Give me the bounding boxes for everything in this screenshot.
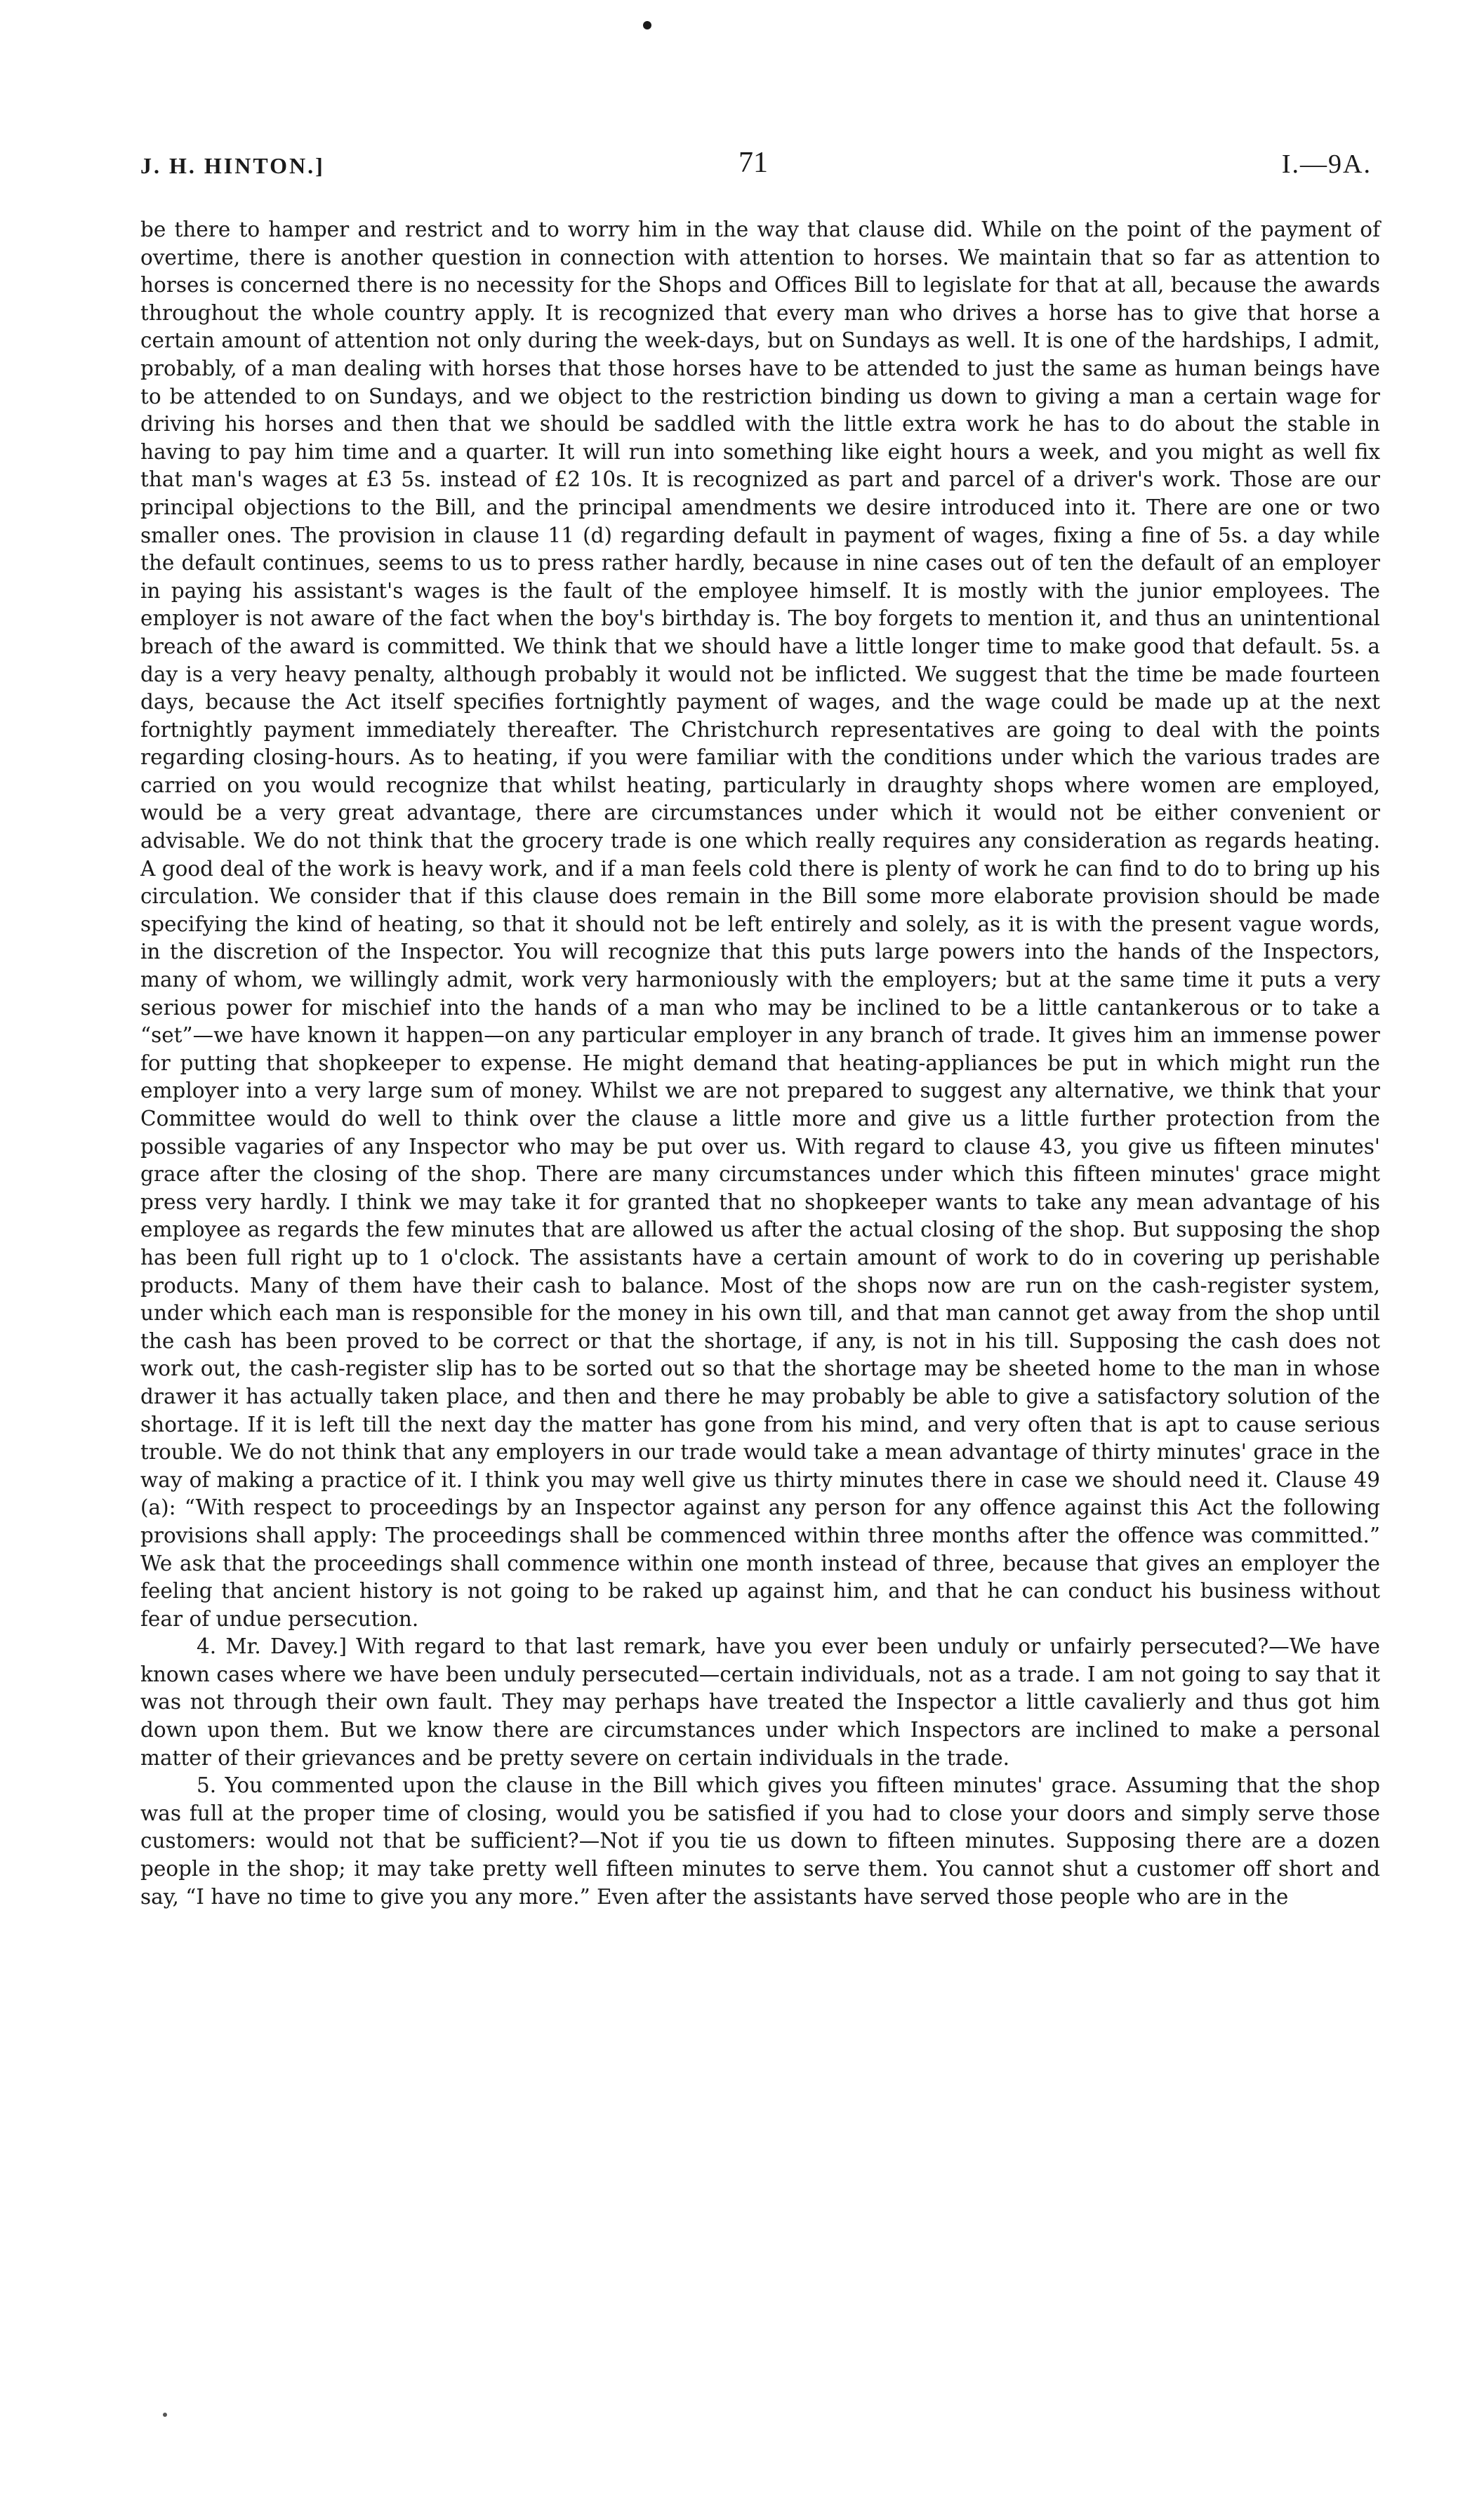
paragraph-question-4: 4. Mr. Davey.] With regard to that last remark, have you ever been unduly or unfairly persecuted?—We have known cases where we have been unduly persecuted—certain individuals, not as a trade. I am not going to say that it was not through their own fault. They may perhaps have treated the Inspector a little cavalierly and thus got him down upon them. But we know there are circumstances under which Inspectors are inclined to make a personal matter of their grievances and be pretty severe on certain individuals in the trade. <box>140 1634 1380 1770</box>
document-body <box>140 216 1380 1911</box>
paragraph-question-5: 5. You commented upon the clause in the Bill which gives you fifteen minutes' grace. Assuming that the shop was full at the proper time of closing, would you be satisfied if you had to close your doors and simply serve those customers: would not that be sufficient?—Not if you tie us down to fifteen minutes. Supposing there are a dozen people in the shop; it may take pretty well fifteen minutes to serve them. You cannot shut a customer off short and say, “I have no time to give you any more.” Even after the assistants have served those people who are in the <box>140 1773 1380 1909</box>
page-header <box>140 146 1372 181</box>
document-reference: I.—9A. <box>1281 149 1372 179</box>
page-number: 71 <box>738 147 768 179</box>
page-mark-dot <box>643 21 651 29</box>
header-witness-name: J. H. HINTON.] <box>140 153 325 178</box>
paragraph-testimony: be there to hamper and restrict and to worry him in the way that clause did. While on the point of the payment of overtime, there is another question in connection with attention to horses. We maintain that so far as attention to horses is concerned there is no necessity for the Shops and Offices Bill to legislate for that at all, because the awards throughout the whole country apply. It is recognized that every man who drives a horse has to give that horse a certain amount of attention not only during the week-days, but on Sundays as well. It is one of the hardships, I admit, probably, of a man dealing with horses that those horses have to be attended to just the same as human beings have to be attended to on Sundays, and we object to the restriction binding us down to giving a man a certain wage for driving his horses and then that we should be saddled with the little extra work he has to do about the stable in having to pay him time and a quarter. It will run into something like eight hours a week, and you might as well fix that man's wages at £3 5s. instead of £2 10s. It is recognized as part and parcel of a driver's work. Those are our principal objections to the Bill, and the principal amendments we desire introduced into it. There are one or two smaller ones. The provision in clause 11 (d) regarding default in payment of wages, fixing a fine of 5s. a day while the default continues, seems to us to press rather hardly, because in nine cases out of ten the default of an employer in paying his assistant's wages is the fault of the employee himself. It is mostly with the junior employees. The employer is not aware of the fact when the boy's birthday is. The boy forgets to mention it, and thus an unintentional breach of the award is committed. We think that we should have a little longer time to make good that default. 5s. a day is a very heavy penalty, although probably it would not be inflicted. We suggest that the time be made fourteen days, because the Act itself specifies fortnightly payment of wages, and the wage could be made up at the next fortnightly payment immediately thereafter. The Christchurch representatives are going to deal with the points regarding closing-hours. As to heating, if you were familiar with the conditions under which the various trades are carried on you would recognize that whilst heating, particularly in draughty shops where women are employed, would be a very great advantage, there are circumstances under which it would not be either convenient or advisable. We do not think that the grocery trade is one which really requires any consideration as regards heating. A good deal of the work is heavy work, and if a man feels cold there is plenty of work he can find to do to bring up his circulation. We consider that if this clause does remain in the Bill some more elaborate provision should be made specifying the kind of heating, so that it should not be left entirely and solely, as it is with the present vague words, in the discretion of the Inspector. You will recognize that this puts large powers into the hands of the Inspectors, many of whom, we willingly admit, work very harmoniously with the employers; but at the same time it puts a very serious power for mischief into the hands of a man who may be inclined to be a little cantankerous or to take a “set”—we have known it happen—on any particular employer in any branch of trade. It gives him an immense power for putting that shopkeeper to expense. He might demand that heating-appliances be put in which might run the employer into a very large sum of money. Whilst we are not prepared to suggest any alternative, we think that your Committee would do well to think over the clause a little more and give us a little further protection from the possible vagaries of any Inspector who may be put over us. With regard to clause 43, you give us fifteen minutes' grace after the closing of the shop. There are many circumstances under which this fifteen minutes' grace might press very hardly. I think we may take it for granted that no shopkeeper wants to take any mean advantage of his employee as regards the few minutes that are allowed us after the actual closing of the shop. But supposing the shop has been full right up to 1 o'clock. The assistants have a certain amount of work to do in covering up perishable products. Many of them have their cash to balance. Most of the shops now are run on the cash-register system, under which each man is responsible for the money in his own till, and that man cannot get away from the shop until the cash has been proved to be correct or that the shortage, if any, is not in his till. Supposing the cash does not work out, the cash-register slip has to be sorted out so that the shortage may be sheeted home to the man in whose drawer it has actually taken place, and then and there he may probably be able to give a satisfactory solution of the shortage. If it is left till the next day the matter has gone from his mind, and very often that is apt to cause serious trouble. We do not think that any employers in our trade would take a mean advantage of thirty minutes' grace in the way of making a practice of it. I think you may well give us thirty minutes there in case we should need it. Clause 49 (a): “With respect to proceedings by an Inspector against any person for any offence against this Act the following provisions shall apply: The proceedings shall be commenced within three months after the offence was committed.” We ask that the proceedings shall commence within one month instead of three, because that gives an employer the feeling that ancient history is not going to be raked up against him, and that he can conduct his business without fear of undue persecution. <box>140 218 1380 1631</box>
page-speck <box>163 2413 167 2417</box>
